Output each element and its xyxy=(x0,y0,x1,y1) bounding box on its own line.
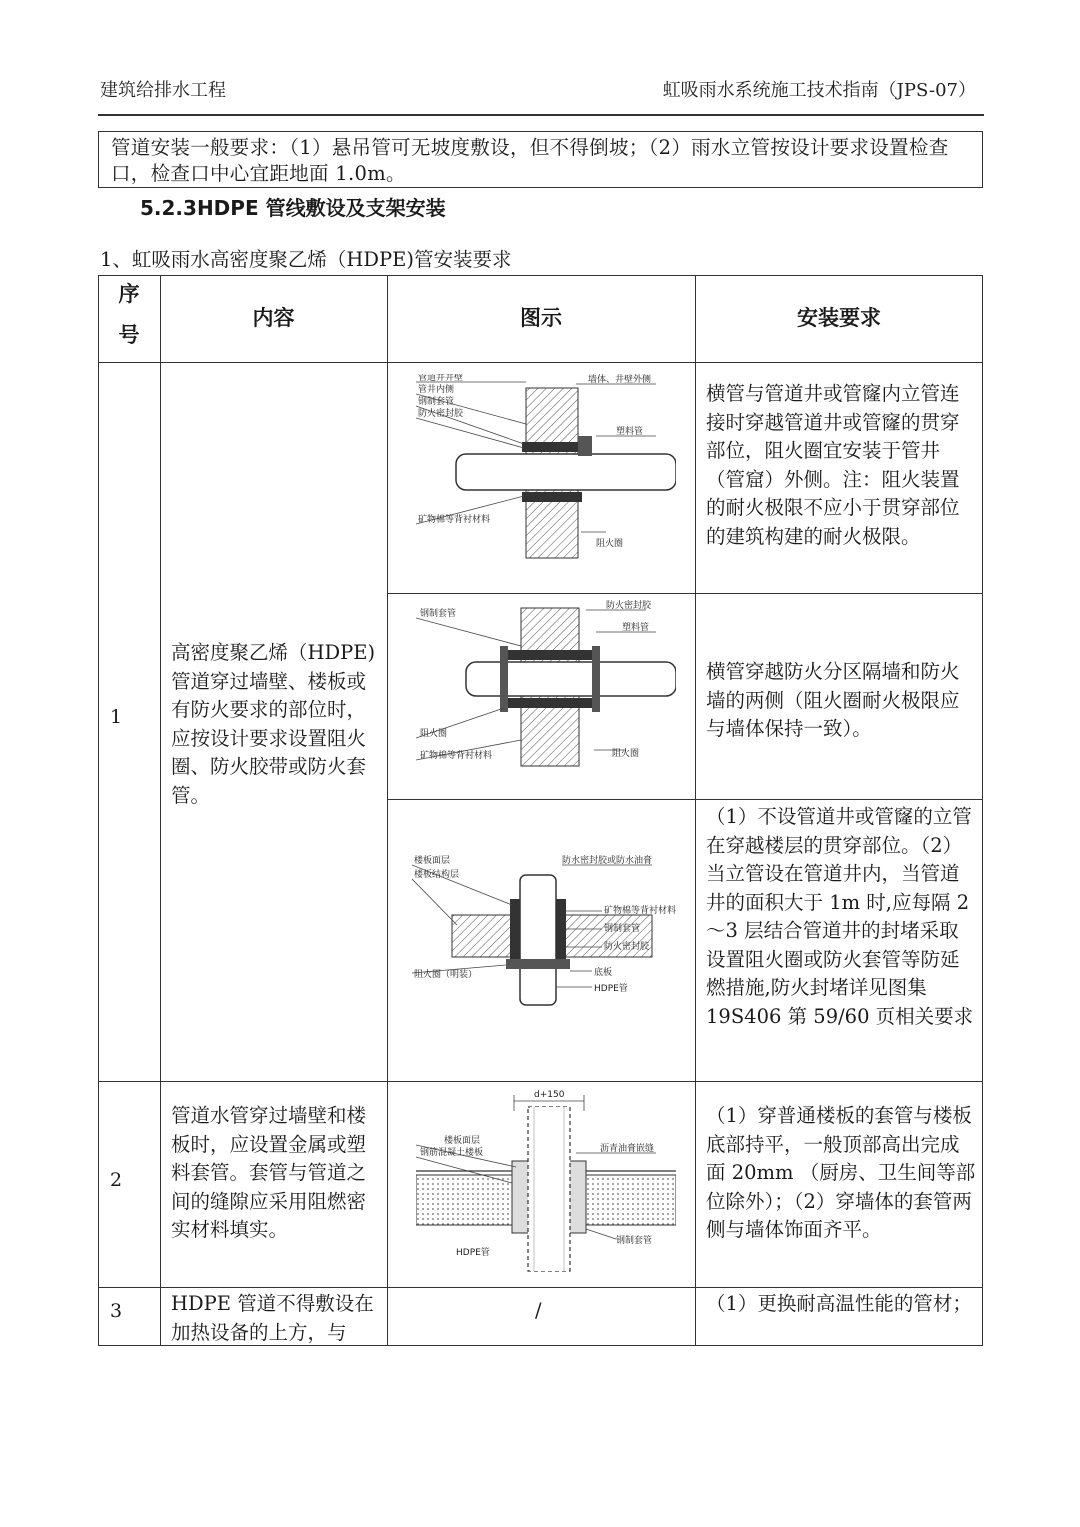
diagram-sleeve-through-slab xyxy=(416,1087,676,1273)
section-title: 5.2.3HDPE 管线敷设及支架安装 xyxy=(140,196,446,220)
table-border-right xyxy=(982,275,983,1346)
diagram-firewall-penetration xyxy=(416,600,676,770)
row3-requirement: （1）更换耐高温性能的管材； xyxy=(706,1292,972,1315)
d4-label-sleeve-width: d+150 xyxy=(534,1090,565,1100)
row1-content: 高密度聚乙烯（HDPE)管道穿过墙壁、楼板或有防火要求的部位时，应按设计要求设置阻火圈、防火胶带或防火套管。 xyxy=(171,641,376,807)
row1-seq: 1 xyxy=(110,706,123,728)
header-left-title: 建筑给排水工程 xyxy=(100,80,226,101)
column-divider-3 xyxy=(695,275,696,1346)
table-border-left xyxy=(98,275,99,1346)
header-content: 内容 xyxy=(252,306,295,330)
general-requirements-note: 管道安装一般要求：（1）悬吊管可无坡度敷设，但不得倒坡；（2）雨水立管按设计要求设置检查口，检查口中心宜距地面 1.0m。 xyxy=(98,131,983,188)
row-divider-2 xyxy=(98,1081,983,1082)
diagram-shaft-wall-penetration xyxy=(416,374,676,564)
section-subtitle: 1、虹吸雨水高密度聚乙烯（HDPE)管安装要求 xyxy=(100,248,512,271)
diagram-floor-penetration xyxy=(412,855,682,1015)
d1-label-wall-outer: 墙体、井壁外侧 xyxy=(588,375,652,385)
d1-label-mineral-wool: 矿物棉等背衬材料 xyxy=(418,515,491,525)
row1-sub3-requirement: （1）不设管道井或管窿的立管在穿越楼层的贯穿部位。（2）当立管设在管道井内，当管道井的面积大于 1m 时,应每隔 2～3 层结合管道井的封堵采取设置阻火圈或防火套管等防延燃措施,防火封堵详见图集 19S406 第 59/60 页相关要求 xyxy=(706,805,974,1028)
d3-label-waterproof-sealant: 防水密封胶或防水油膏 xyxy=(562,856,653,866)
column-divider-2 xyxy=(387,275,388,1346)
d3-label-floor-structure: 楼板结构层 xyxy=(414,870,460,880)
row1-sub-divider-2 xyxy=(387,799,983,800)
d2-label-fire-collar-left: 阻火圈 xyxy=(420,729,448,739)
d2-label-steel-sleeve: 钢制套管 xyxy=(420,609,457,619)
d4-label-hdpe-pipe: HDPE管 xyxy=(456,1248,490,1258)
header-seq-line2: 号 xyxy=(118,323,140,347)
d1-label-fire-collar: 阻火圈 xyxy=(596,539,624,549)
d4-label-concrete-slab: 钢筋混凝土楼板 xyxy=(420,1148,484,1158)
d3-label-bottom-plate: 底板 xyxy=(594,968,613,978)
header-figure: 图示 xyxy=(520,306,562,330)
d2-label-plastic-pipe: 塑料管 xyxy=(622,623,650,633)
d4-label-steel-sleeve: 钢制套管 xyxy=(616,1236,653,1246)
row1-sub-divider-1 xyxy=(387,593,983,594)
d3-label-steel-sleeve: 钢制套管 xyxy=(604,924,641,934)
d3-label-fire-sealant: 防火密封胶 xyxy=(604,942,650,952)
d3-label-floor-finish: 楼板面层 xyxy=(414,856,451,866)
row1-sub2-requirement: 横管穿越防火分区隔墙和防火墙的两侧（阻火圈耐火极限应与墙体保持一致）。 xyxy=(706,660,960,740)
header-requirement: 安装要求 xyxy=(797,306,881,330)
d1-label-shaft-wall: 管道井井壁 xyxy=(418,374,464,383)
header-right-title: 虹吸雨水系统施工技术指南（JPS-07） xyxy=(662,80,976,101)
column-divider-1 xyxy=(160,275,161,1346)
row1-sub1-requirement: 横管与管道井或管窿内立管连接时穿越管道井或管窿的贯穿部位，阻火圈宜安装于管井（管窟）外侧。注：阻火装置的耐火极限不应小于贯穿部位的建筑构建的耐火极限。 xyxy=(706,382,960,548)
row2-seq: 2 xyxy=(110,1169,123,1191)
d2-label-fire-sealant: 防火密封胶 xyxy=(606,601,652,611)
d1-label-plastic-pipe: 塑料管 xyxy=(616,427,644,437)
row2-content: 管道水管穿过墙壁和楼板时，应设置金属或塑料套管。套管与管道之间的缝隙应采用阻燃密实材料填实。 xyxy=(171,1104,367,1241)
d2-label-mineral-wool: 矿物棉等背衬材料 xyxy=(420,751,493,761)
table-border-top xyxy=(98,275,983,276)
d1-label-steel-sleeve: 钢制套管 xyxy=(418,397,455,407)
row2-requirement: （1）穿普通楼板的套管与楼板底部持平，一般顶部高出完成面 20mm （厨房、卫生间等部位除外）；（2）穿墙体的套管两侧与墙体饰面齐平。 xyxy=(706,1104,976,1241)
d4-label-floor-finish: 楼板面层 xyxy=(444,1136,481,1146)
header-row-divider xyxy=(98,362,983,363)
header-seq-line1: 序 xyxy=(118,282,140,306)
row-divider-3 xyxy=(98,1287,983,1288)
row3-content: HDPE 管道不得敷设在加热设备的上方，与 xyxy=(171,1292,374,1344)
d1-label-shaft-inner: 管井内侧 xyxy=(418,385,455,395)
row3-figure-slash: / xyxy=(535,1299,542,1322)
header-rule xyxy=(98,114,984,116)
d3-label-fire-collar: 阻火圈（明装） xyxy=(414,970,478,980)
d1-label-fire-sealant: 防火密封胶 xyxy=(418,409,464,419)
hdpe-requirements-table xyxy=(98,275,983,1346)
d2-label-fire-collar-right: 阻火圈 xyxy=(612,749,640,759)
d4-label-asphalt-seal: 沥青油膏嵌缝 xyxy=(600,1144,655,1154)
d3-label-mineral-wool: 矿物棉等背衬材料 xyxy=(604,906,677,916)
d3-label-hdpe-pipe: HDPE管 xyxy=(594,984,628,994)
row3-seq: 3 xyxy=(110,1300,123,1322)
